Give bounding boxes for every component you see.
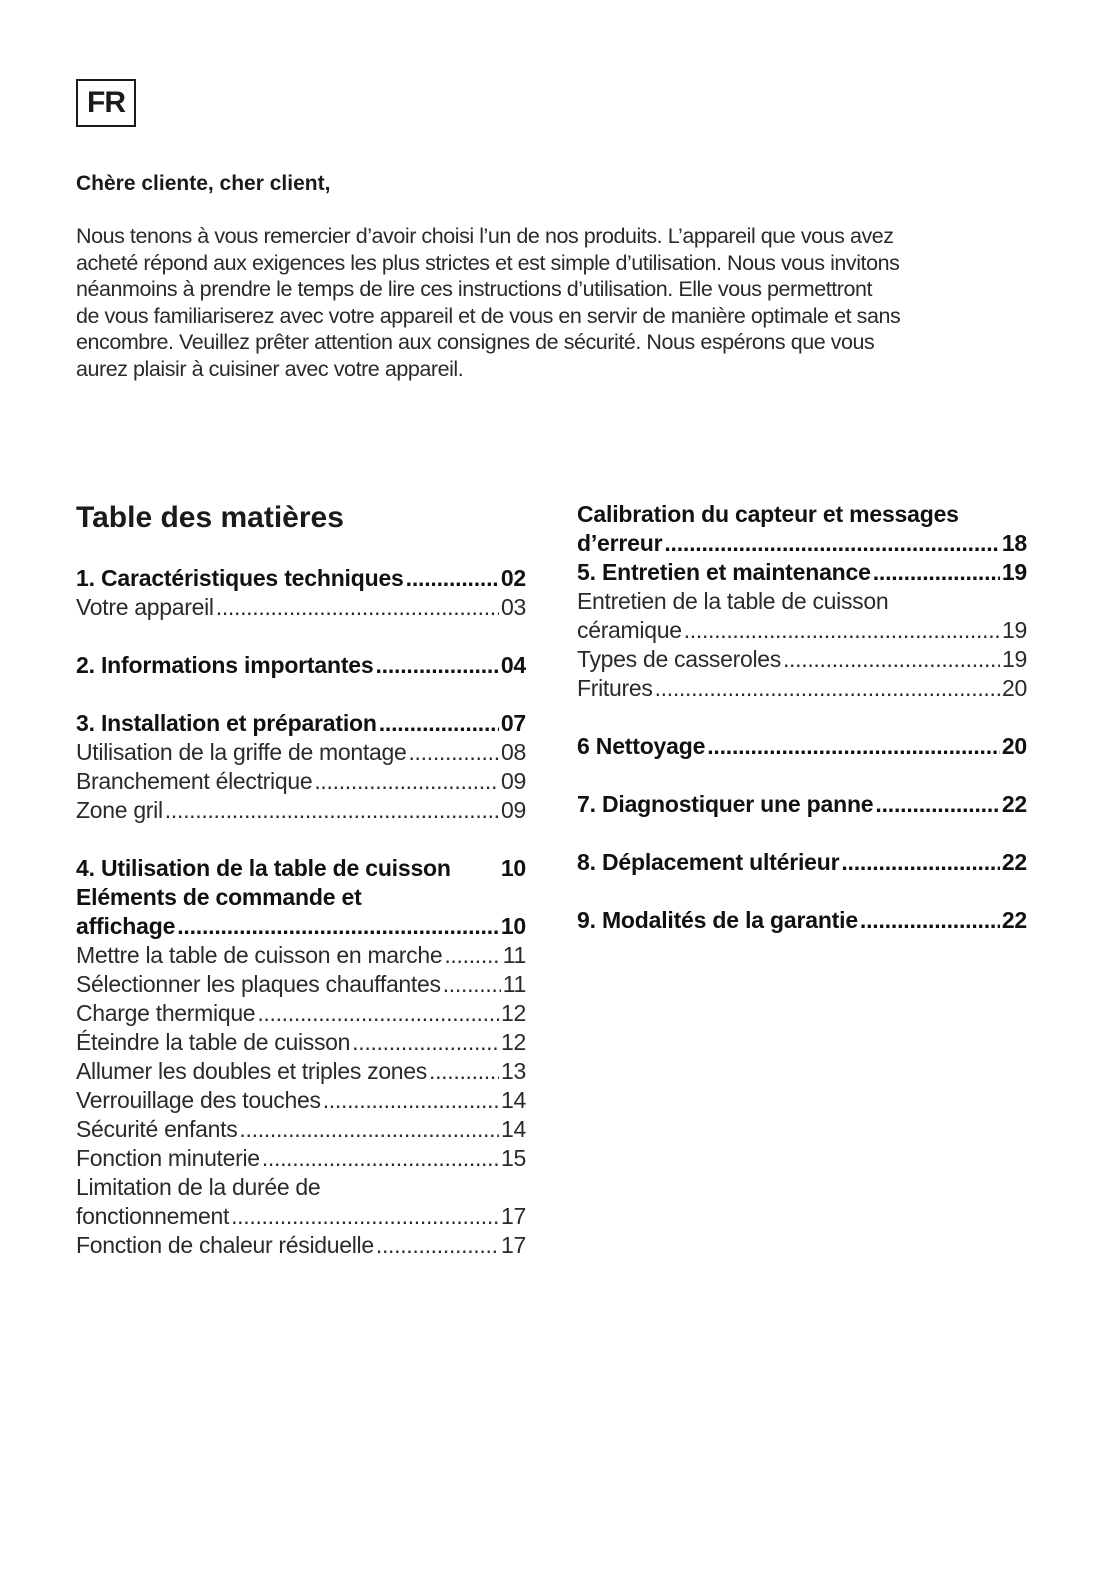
intro-line: aurez plaisir à cuisiner avec votre appareil. — [76, 356, 464, 381]
toc-entry-title: Charge thermique — [76, 1000, 256, 1026]
dot-leader — [655, 674, 1000, 703]
dot-leader — [376, 1231, 499, 1260]
toc-page-number: 17 — [501, 1203, 526, 1229]
dot-leader — [165, 796, 499, 825]
toc-page-number: 14 — [501, 1087, 526, 1113]
intro-line: encombre. Veuillez prêter attention aux consignes de sécurité. Nous espérons que vous — [76, 330, 875, 355]
toc-entry-title: Allumer les doubles et triples zones — [76, 1058, 427, 1084]
toc-page-number: 07 — [500, 710, 526, 736]
toc-page-number: 14 — [501, 1116, 526, 1142]
greeting: Chère cliente, cher client, — [76, 172, 331, 195]
toc-entry-title: Fonction de chaleur résiduelle — [76, 1232, 374, 1258]
dot-leader — [257, 999, 499, 1028]
toc-title: Table des matières — [76, 501, 344, 534]
toc-page-number: 10 — [500, 855, 526, 881]
toc-entry[interactable] — [76, 1028, 526, 1057]
toc-entry[interactable] — [76, 593, 526, 622]
toc-page-number: 13 — [501, 1058, 526, 1084]
dot-leader — [379, 709, 499, 738]
toc-entry[interactable] — [76, 1173, 526, 1231]
toc-page-number: 22 — [1001, 849, 1027, 875]
language-badge: FR — [76, 79, 136, 127]
toc-page-number: 02 — [500, 565, 526, 591]
toc-entry-title: céramique — [577, 617, 682, 643]
dot-leader — [841, 848, 999, 877]
toc-entry[interactable] — [577, 645, 1027, 674]
toc-entry-title: 4. Utilisation de la table de cuisson — [76, 855, 451, 881]
toc-page-number: 11 — [502, 971, 526, 997]
dot-leader — [860, 906, 1000, 935]
toc-entry-title: 7. Diagnostiquer une panne — [577, 791, 874, 817]
toc-entry-title: fonctionnement — [76, 1203, 230, 1229]
toc-column-right — [577, 500, 1027, 935]
toc-entry[interactable] — [76, 1231, 526, 1260]
dot-leader — [429, 1057, 499, 1086]
toc-entry-title: Entretien de la table de cuisson — [577, 588, 889, 614]
toc-page-number: 20 — [1002, 675, 1027, 701]
dot-leader — [216, 593, 499, 622]
toc-page-number: 08 — [501, 739, 526, 765]
toc-entry-title: Utilisation de la griffe de montage — [76, 739, 407, 765]
toc-entry-title: Types de casseroles — [577, 646, 781, 672]
dot-leader — [314, 767, 499, 796]
toc-page-number: 22 — [1001, 791, 1027, 817]
toc-entry[interactable] — [76, 1144, 526, 1173]
toc-entry-title: 5. Entretien et maintenance — [577, 559, 871, 585]
toc-entry[interactable] — [577, 500, 1027, 558]
intro-line: néanmoins à prendre le temps de lire ces instructions d’utilisation. Elle vous permettront — [76, 277, 873, 302]
toc-entry[interactable] — [577, 558, 1027, 587]
dot-leader — [352, 1028, 499, 1057]
toc-entry-title: 8. Déplacement ultérieur — [577, 849, 840, 875]
toc-entry[interactable] — [577, 674, 1027, 703]
dot-leader — [408, 738, 499, 767]
toc-entry-title: affichage — [76, 913, 176, 939]
toc-entry-title: Fritures — [577, 675, 653, 701]
toc-page-number: 22 — [1001, 907, 1027, 933]
intro-line: de vous familiariserez avec votre appareil et de vous en servir de manière optimale et sans — [76, 303, 901, 328]
intro-line: acheté répond aux exigences les plus strictes et est simple d’utilisation. Nous vous invitons — [76, 250, 900, 275]
toc-entry[interactable] — [76, 709, 526, 738]
toc-entry[interactable] — [76, 738, 526, 767]
intro-line: Nous tenons à vous remercier d’avoir choisi l’un de nos produits. L’appareil que vous avez — [76, 224, 894, 248]
toc-entry-title: Calibration du capteur et messages — [577, 501, 959, 527]
toc-entry[interactable] — [577, 790, 1027, 819]
toc-entry[interactable] — [76, 941, 526, 970]
toc-page-number: 12 — [501, 1029, 526, 1055]
toc-page-number: 04 — [500, 652, 526, 678]
dot-leader — [231, 1202, 499, 1231]
toc-entry-title: Fonction minuterie — [76, 1145, 260, 1171]
dot-leader — [323, 1086, 499, 1115]
toc-entry[interactable] — [76, 1086, 526, 1115]
toc-entry[interactable] — [76, 564, 526, 593]
toc-entry[interactable] — [577, 906, 1027, 935]
toc-entry[interactable] — [76, 970, 526, 999]
dot-leader — [406, 564, 499, 593]
toc-page-number: 09 — [501, 768, 526, 794]
toc-entry[interactable] — [76, 796, 526, 825]
toc-entry[interactable] — [76, 883, 526, 941]
dot-leader — [783, 645, 1000, 674]
dot-leader — [177, 912, 499, 941]
toc-page-number: 19 — [1002, 617, 1027, 643]
toc-entry-title: Mettre la table de cuisson en marche — [76, 942, 443, 968]
toc-entry-title: Eléments de commande et — [76, 884, 362, 910]
toc-page-number: 19 — [1002, 646, 1027, 672]
intro-paragraph — [76, 223, 1026, 383]
toc-page-number: 17 — [501, 1232, 526, 1258]
toc-page-number: 09 — [501, 797, 526, 823]
toc-entry-title: Zone gril — [76, 797, 163, 823]
toc-entry[interactable] — [577, 848, 1027, 877]
dot-leader — [375, 651, 498, 680]
toc-entry[interactable] — [577, 732, 1027, 761]
dot-leader — [707, 732, 1000, 761]
toc-entry-title: Verrouillage des touches — [76, 1087, 321, 1113]
toc-entry[interactable] — [76, 999, 526, 1028]
toc-entry[interactable] — [76, 854, 526, 883]
dot-leader — [873, 558, 1000, 587]
toc-entry-title: 9. Modalités de la garantie — [577, 907, 858, 933]
toc-entry[interactable] — [76, 767, 526, 796]
toc-page-number: 19 — [1001, 559, 1027, 585]
toc-entry-title: Éteindre la table de cuisson — [76, 1029, 351, 1055]
toc-entry-title: Sélectionner les plaques chauffantes — [76, 971, 441, 997]
toc-page-number: 18 — [1001, 530, 1027, 556]
toc-entry-title: Votre appareil — [76, 594, 214, 620]
dot-leader — [444, 941, 500, 970]
toc-entry-title: 2. Informations importantes — [76, 652, 374, 678]
toc-entry-title: Limitation de la durée de — [76, 1174, 321, 1200]
toc-entry-title: d’erreur — [577, 530, 663, 556]
toc-entry[interactable] — [76, 1115, 526, 1144]
toc-page-number: 12 — [501, 1000, 526, 1026]
toc-page-number: 15 — [501, 1145, 526, 1171]
toc-page-number: 10 — [500, 913, 526, 939]
toc-entry[interactable] — [577, 587, 1027, 645]
dot-leader — [875, 790, 999, 819]
dot-leader — [664, 529, 999, 558]
toc-entry[interactable] — [76, 1057, 526, 1086]
dot-leader — [443, 970, 501, 999]
dot-leader — [262, 1144, 499, 1173]
toc-entry[interactable] — [76, 651, 526, 680]
toc-entry-title: 3. Installation et préparation — [76, 710, 377, 736]
dot-leader — [684, 616, 1000, 645]
toc-page-number: 20 — [1001, 733, 1027, 759]
toc-entry-title: 1. Caractéristiques techniques — [76, 565, 404, 591]
toc-page-number: 03 — [501, 594, 526, 620]
toc-entry-title: Branchement électrique — [76, 768, 313, 794]
toc-entry-title: 6 Nettoyage — [577, 733, 706, 759]
toc-page-number: 11 — [502, 942, 526, 968]
toc-entry-title: Sécurité enfants — [76, 1116, 238, 1142]
toc-column-left — [76, 564, 526, 1260]
dot-leader — [239, 1115, 499, 1144]
